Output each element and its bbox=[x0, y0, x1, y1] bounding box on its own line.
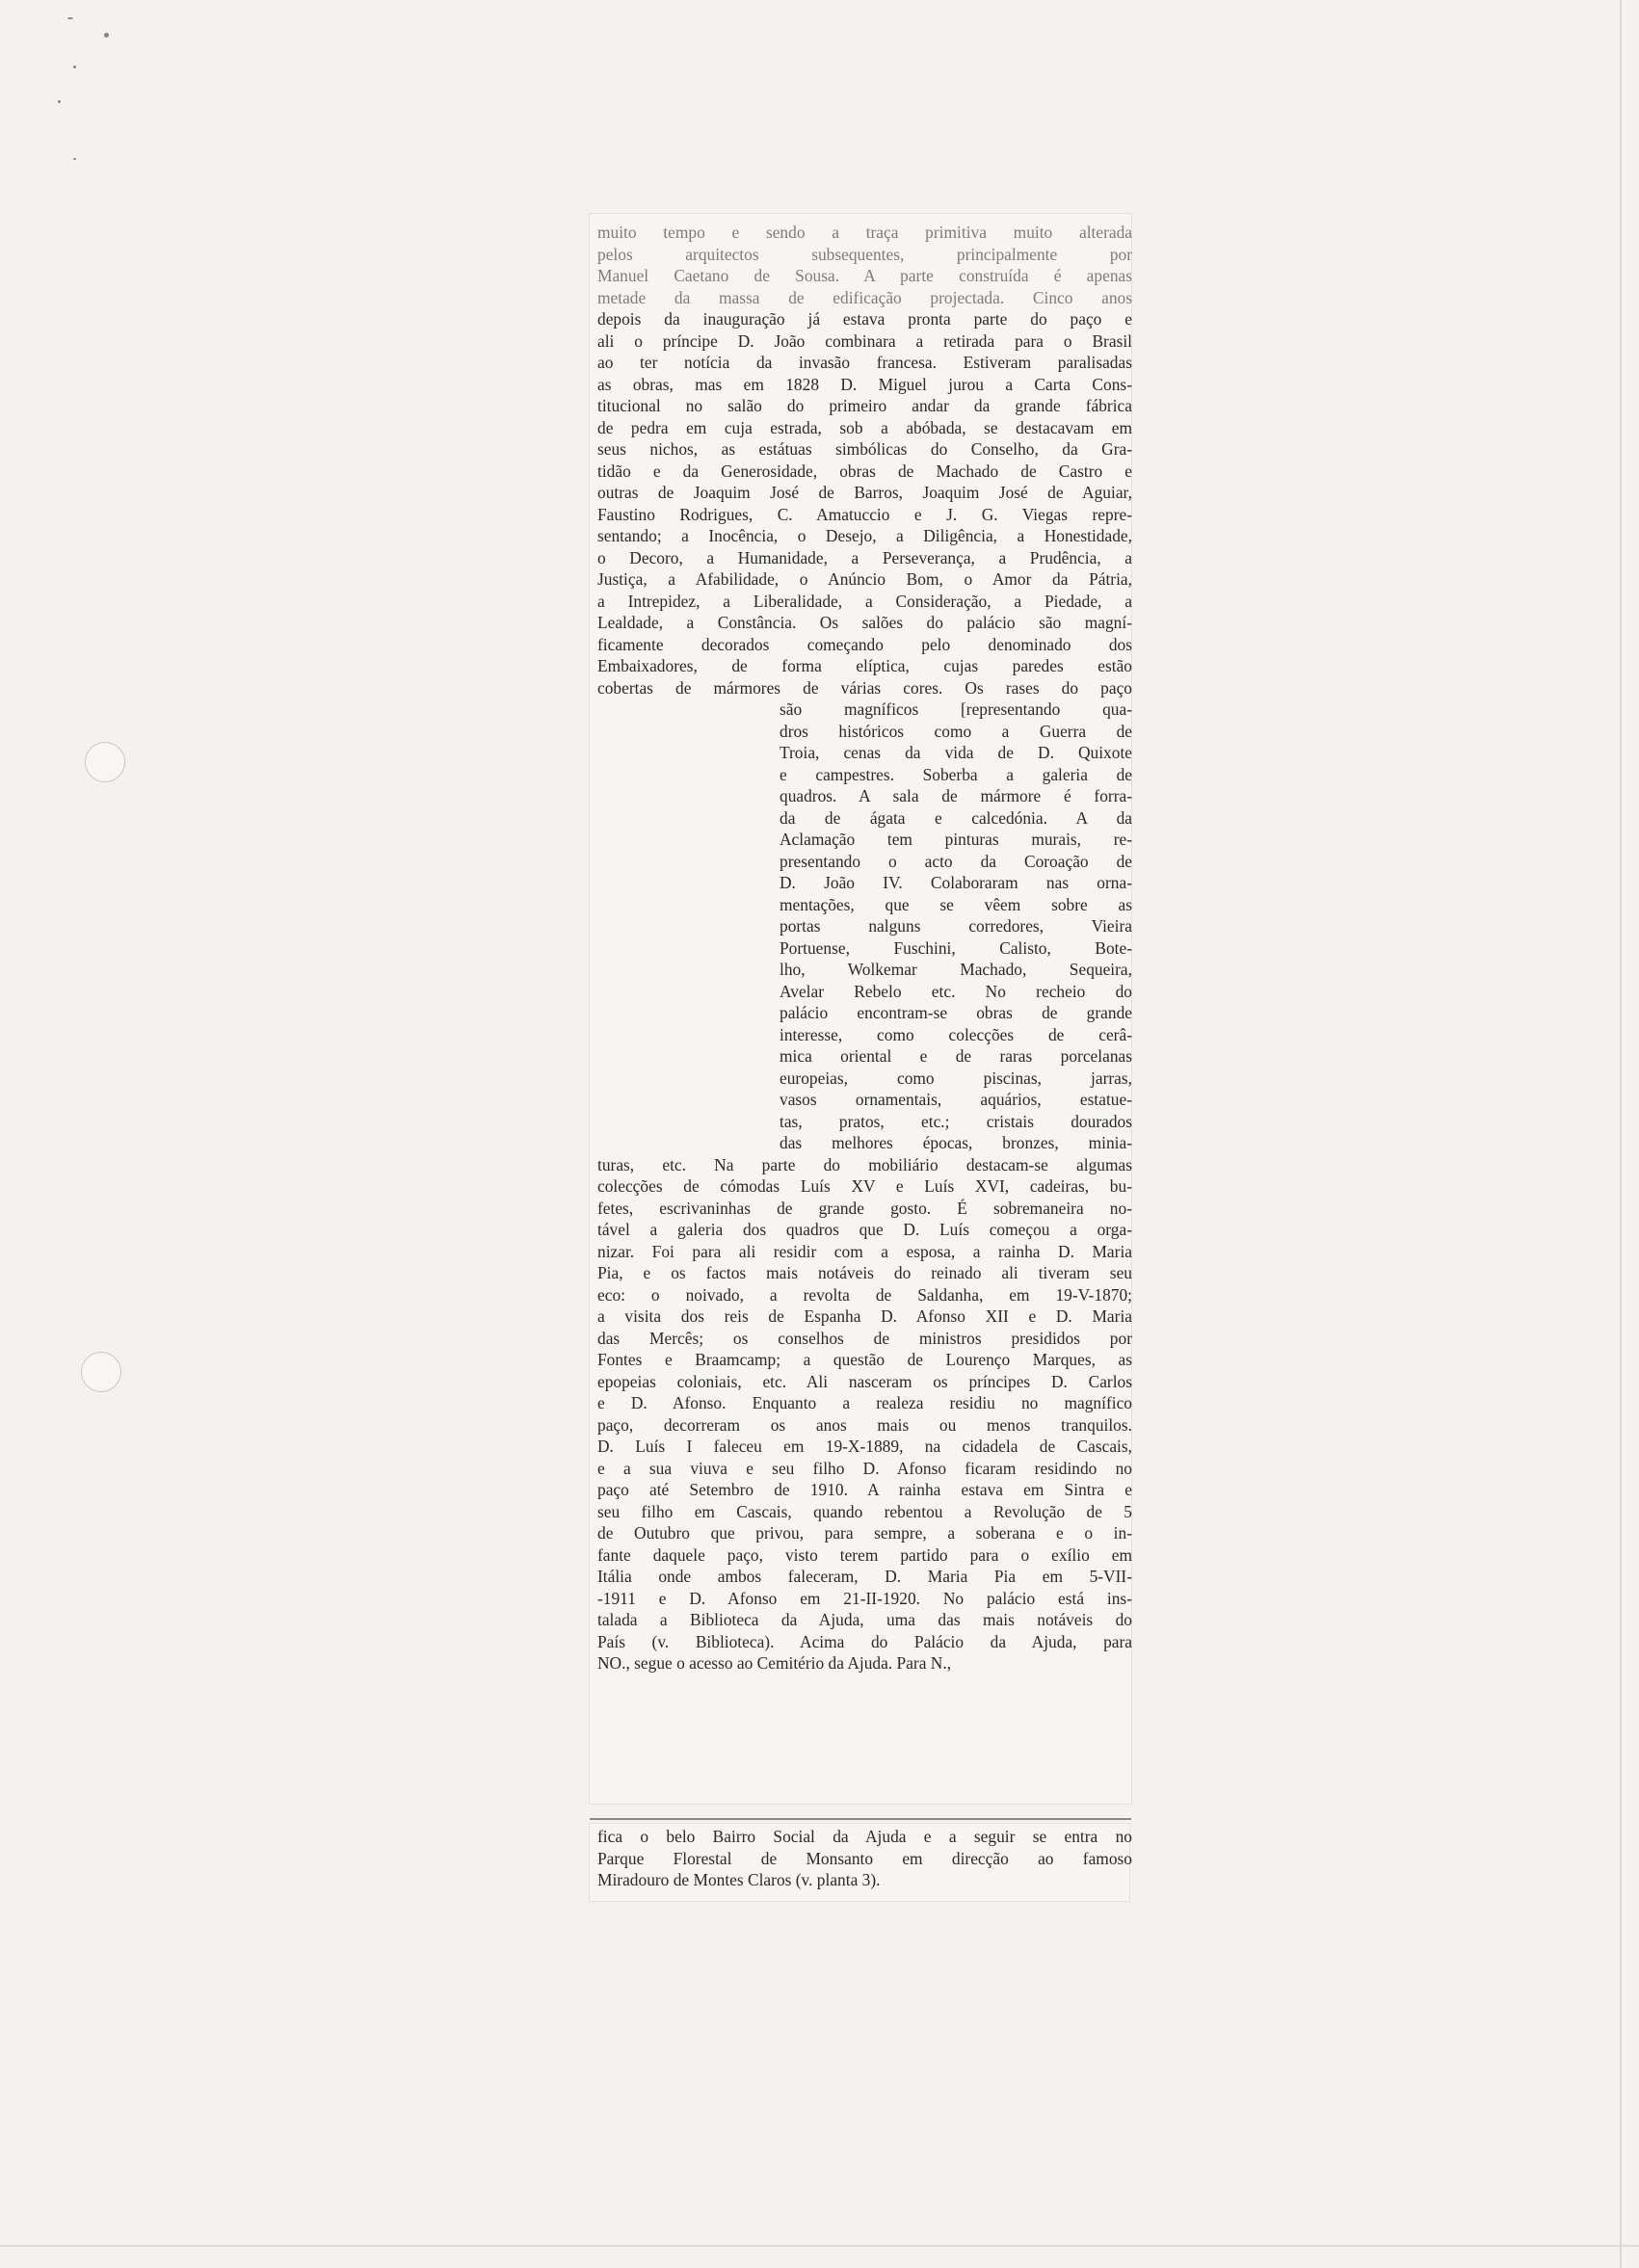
text-line: tas, pratos, etc.; cristais dourados bbox=[780, 1111, 1132, 1131]
text-line: Miradouro de Montes Claros (v. planta 3). bbox=[597, 1870, 881, 1889]
text-line: tidão e da Generosidade, obras de Machado de Castro e bbox=[597, 461, 1132, 481]
text-line: Avelar Rebelo etc. No recheio do bbox=[780, 981, 1132, 1001]
newspaper-clipping bbox=[590, 214, 1131, 1804]
text-line: D. João IV. Colaboraram nas orna- bbox=[780, 873, 1132, 892]
scan-speck bbox=[73, 158, 76, 160]
text-line: outras de Joaquim José de Barros, Joaquim José de Aguiar, bbox=[597, 483, 1132, 502]
text-line: talada a Biblioteca da Ajuda, uma das mais notáveis do bbox=[597, 1610, 1132, 1629]
text-line: D. Luís I faleceu em 19-X-1889, na cidadela de Cascais, bbox=[597, 1437, 1132, 1456]
punch-hole-lower bbox=[81, 1352, 121, 1392]
text-line: Pia, e os factos mais notáveis do reinado ali tiveram seu bbox=[597, 1263, 1132, 1282]
continuation-clipping bbox=[590, 1824, 1132, 1901]
text-line: lho, Wolkemar Machado, Sequeira, bbox=[780, 960, 1132, 979]
text-line: País (v. Biblioteca). Acima do Palácio da Ajuda, para bbox=[597, 1631, 1132, 1651]
text-line: nizar. Foi para ali residir com a esposa, a rainha D. Maria bbox=[597, 1241, 1132, 1261]
text-line: e a sua viuva e seu filho D. Afonso ficaram residindo no bbox=[597, 1458, 1132, 1478]
text-line: Justiça, a Afabilidade, o Anúncio Bom, o Amor da Pátria, bbox=[597, 569, 1132, 589]
text-line: epopeias coloniais, etc. Ali nasceram os príncipes D. Carlos bbox=[597, 1371, 1132, 1391]
text-line: o Decoro, a Humanidade, a Perseverança, a Prudência, a bbox=[597, 547, 1132, 567]
text-line: Parque Florestal de Monsanto em direcção ao famoso bbox=[597, 1848, 1132, 1868]
text-line: são magníficos [representando qua- bbox=[780, 699, 1132, 719]
scan-speck bbox=[67, 17, 73, 19]
text-line: fante daquele paço, visto terem partido para o exílio em bbox=[597, 1544, 1132, 1565]
sheet-edge-right bbox=[1620, 0, 1622, 2268]
text-line: ao ter notícia da invasão francesa. Estiveram paralisadas bbox=[597, 353, 1132, 372]
text-line: as obras, mas em 1828 D. Miguel jurou a Carta Cons- bbox=[597, 374, 1132, 394]
text-line: portas nalguns corredores, Vieira bbox=[780, 916, 1132, 936]
text-line: eco: o noivado, a revolta de Saldanha, em 19-V-1870; bbox=[597, 1284, 1132, 1305]
text-line: Embaixadores, de forma elíptica, cujas paredes estão bbox=[597, 656, 1132, 675]
text-line: quadros. A sala de mármore é forra- bbox=[780, 786, 1132, 805]
text-line: seus nichos, as estátuas simbólicas do Conselho, da Gra- bbox=[597, 439, 1132, 459]
text-line: Aclamação tem pinturas murais, re- bbox=[780, 830, 1132, 849]
clipping-separator bbox=[590, 1818, 1131, 1820]
text-line: muito tempo e sendo a traça primitiva muito alterada bbox=[597, 223, 1132, 242]
text-line: titucional no salão do primeiro andar da grande fábrica bbox=[597, 396, 1132, 415]
text-line: dros históricos como a Guerra de bbox=[780, 721, 1132, 741]
text-line: Faustino Rodrigues, C. Amatuccio e J. G. Viegas repre- bbox=[597, 504, 1132, 524]
text-line: tável a galeria dos quadros que D. Luís começou a orga- bbox=[597, 1220, 1132, 1239]
text-line: Itália onde ambos faleceram, D. Maria Pia em 5-VII- bbox=[597, 1567, 1132, 1586]
text-line: e campestres. Soberba a galeria de bbox=[780, 764, 1132, 784]
sheet-edge-bottom bbox=[0, 2245, 1639, 2247]
text-line: mica oriental e de raras porcelanas bbox=[780, 1046, 1132, 1066]
scan-speck bbox=[73, 66, 76, 68]
text-line: NO., segue o acesso ao Cemitério da Ajuda. Para N., bbox=[597, 1653, 952, 1673]
text-line: europeias, como piscinas, jarras, bbox=[780, 1068, 1132, 1088]
text-line: depois da inauguração já estava pronta parte do paço e bbox=[597, 309, 1132, 329]
text-line: seu filho em Cascais, quando rebentou a Revolução de 5 bbox=[597, 1501, 1132, 1521]
punch-hole-upper bbox=[85, 742, 125, 782]
text-line: fetes, escrivaninhas de grande gosto. É sobremaneira no- bbox=[597, 1198, 1132, 1218]
scan-speck bbox=[58, 100, 61, 103]
text-line: mentações, que se vêem sobre as bbox=[780, 894, 1132, 914]
text-line: das melhores épocas, bronzes, minia- bbox=[780, 1133, 1132, 1152]
text-line: paço até Setembro de 1910. A rainha estava em Sintra e bbox=[597, 1480, 1132, 1499]
text-line: -1911 e D. Afonso em 21-II-1920. No palácio está ins- bbox=[597, 1588, 1132, 1608]
text-line: Lealdade, a Constância. Os salões do palácio são magní- bbox=[597, 613, 1132, 632]
text-line: pelos arquitectos subsequentes, principalmente por bbox=[597, 244, 1132, 264]
text-line: a visita dos reis de Espanha D. Afonso XII e D. Maria bbox=[597, 1306, 1132, 1326]
text-line: cobertas de mármores de várias cores. Os rases do paço bbox=[597, 677, 1132, 698]
text-line: paço, decorreram os anos mais ou menos tranquilos. bbox=[597, 1414, 1132, 1435]
text-line: vasos ornamentais, aquários, estatue- bbox=[780, 1090, 1132, 1109]
text-line: Portuense, Fuschini, Calisto, Bote- bbox=[780, 937, 1132, 958]
scan-speck bbox=[104, 33, 109, 38]
text-line: da de ágata e calcedónia. A da bbox=[780, 807, 1132, 828]
text-line: fica o belo Bairro Social da Ajuda e a seguir se entra no bbox=[597, 1827, 1132, 1846]
continuation-text bbox=[597, 1826, 1132, 1891]
text-line: palácio encontram-se obras de grande bbox=[780, 1003, 1132, 1022]
text-line: Fontes e Braamcamp; a questão de Lourenço Marques, as bbox=[597, 1350, 1132, 1369]
text-line: metade da massa de edificação projectada. Cinco anos bbox=[597, 287, 1132, 307]
text-line: sentando; a Inocência, o Desejo, a Diligência, a Honestidade, bbox=[597, 526, 1132, 545]
text-line: de Outubro que privou, para sempre, a soberana e o in- bbox=[597, 1523, 1132, 1543]
text-line: e D. Afonso. Enquanto a realeza residiu no magnífico bbox=[597, 1393, 1132, 1412]
text-line: interesse, como colecções de cerâ- bbox=[780, 1024, 1132, 1044]
text-line: colecções de cómodas Luís XV e Luís XVI, cadeiras, bu- bbox=[597, 1176, 1132, 1196]
clipping-text bbox=[597, 222, 1132, 1675]
text-line: Manuel Caetano de Sousa. A parte construída é apenas bbox=[597, 266, 1132, 285]
text-line: a Intrepidez, a Liberalidade, a Consideração, a Piedade, a bbox=[597, 591, 1132, 611]
text-line: de pedra em cuja estrada, sob a abóbada, se destacavam em bbox=[597, 417, 1132, 437]
text-line: das Mercês; os conselhos de ministros presididos por bbox=[597, 1328, 1132, 1348]
text-line: Troia, cenas da vida de D. Quixote bbox=[780, 743, 1132, 762]
text-line: presentando o acto da Coroação de bbox=[780, 851, 1132, 871]
text-line: ficamente decorados começando pelo denominado dos bbox=[597, 634, 1132, 654]
text-line: turas, etc. Na parte do mobiliário destacam-se algumas bbox=[597, 1154, 1132, 1174]
text-line: ali o príncipe D. João combinara a retirada para o Brasil bbox=[597, 330, 1132, 351]
